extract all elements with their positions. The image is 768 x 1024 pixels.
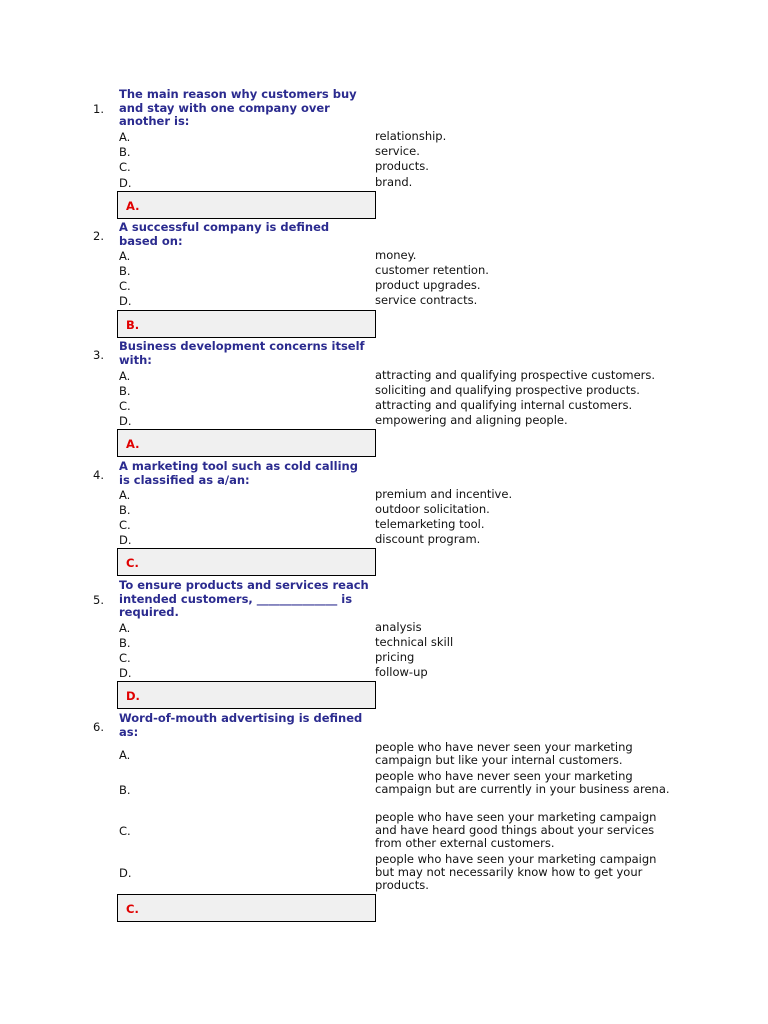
question-text: The main reason why customers buy and stay with one company over another is: [119,87,357,128]
option-text: people who have never seen your marketing campaign but are currently in your business arena. [375,769,670,797]
answer-text: A. [126,437,140,451]
question-text: A successful company is defined based on: [119,220,330,248]
answer-box [117,894,376,922]
option-text: attracting and qualifying internal customers. [375,398,633,412]
option-letter: C. [119,518,131,532]
answer-box [117,191,376,219]
option-text: attracting and qualifying prospective customers. [375,368,656,382]
option-letter: B. [119,636,131,650]
option-text: people who have seen your marketing campaign and have heard good things about your services from other external customers. [375,810,657,851]
option-letter: B. [119,503,131,517]
question-number: 6. [93,720,104,734]
option-text: product upgrades. [375,278,481,292]
option-letter: C. [119,824,131,838]
option-letter: D. [119,866,132,880]
option-text: premium and incentive. [375,487,513,501]
option-letter: B. [119,783,131,797]
answer-text: B. [126,318,140,332]
option-text: analysis [375,620,422,634]
option-letter: B. [119,264,131,278]
option-text: service contracts. [375,293,478,307]
option-text: empowering and aligning people. [375,413,568,427]
question-number: 1. [93,102,104,116]
option-letter: C. [119,651,131,665]
option-letter: D. [119,176,132,190]
option-text: brand. [375,175,413,189]
option-text: relationship. [375,129,447,143]
answer-box [117,681,376,709]
option-text: customer retention. [375,263,489,277]
option-letter: B. [119,145,131,159]
option-letter: A. [119,621,131,635]
option-letter: C. [119,279,131,293]
option-letter: C. [119,160,131,174]
option-letter: A. [119,130,131,144]
option-text: discount program. [375,532,481,546]
option-text: people who have seen your marketing campaign but may not necessarily know how to get your products. [375,852,657,893]
question-number: 3. [93,348,104,362]
answer-text: C. [126,902,139,916]
option-text: telemarketing tool. [375,517,485,531]
question-number: 2. [93,229,104,243]
question-text: A marketing tool such as cold calling is classified as a/an: [119,459,358,487]
question-number: 4. [93,468,104,482]
option-text: pricing [375,650,415,664]
option-letter: D. [119,414,132,428]
option-text: technical skill [375,635,454,649]
option-letter: B. [119,384,131,398]
option-letter: A. [119,249,131,263]
question-number: 5. [93,593,104,607]
option-text: soliciting and qualifying prospective products. [375,383,640,397]
answer-box [117,548,376,576]
option-text: follow-up [375,665,428,679]
option-letter: D. [119,533,132,547]
option-letter: C. [119,399,131,413]
option-text: products. [375,159,429,173]
answer-box [117,429,376,457]
option-letter: A. [119,748,131,762]
question-text: To ensure products and services reach intended customers, ______________ is required. [119,578,369,619]
option-text: outdoor solicitation. [375,502,490,516]
answer-text: D. [126,689,140,703]
answer-box [117,310,376,338]
option-letter: A. [119,369,131,383]
option-letter: D. [119,294,132,308]
answer-text: A. [126,199,140,213]
option-letter: D. [119,666,132,680]
option-text: money. [375,248,417,262]
question-text: Business development concerns itself with: [119,339,365,367]
option-text: people who have never seen your marketing campaign but like your internal customers. [375,740,633,768]
answer-text: C. [126,556,139,570]
option-letter: A. [119,488,131,502]
option-text: service. [375,144,420,158]
question-text: Word-of-mouth advertising is defined as: [119,711,363,739]
